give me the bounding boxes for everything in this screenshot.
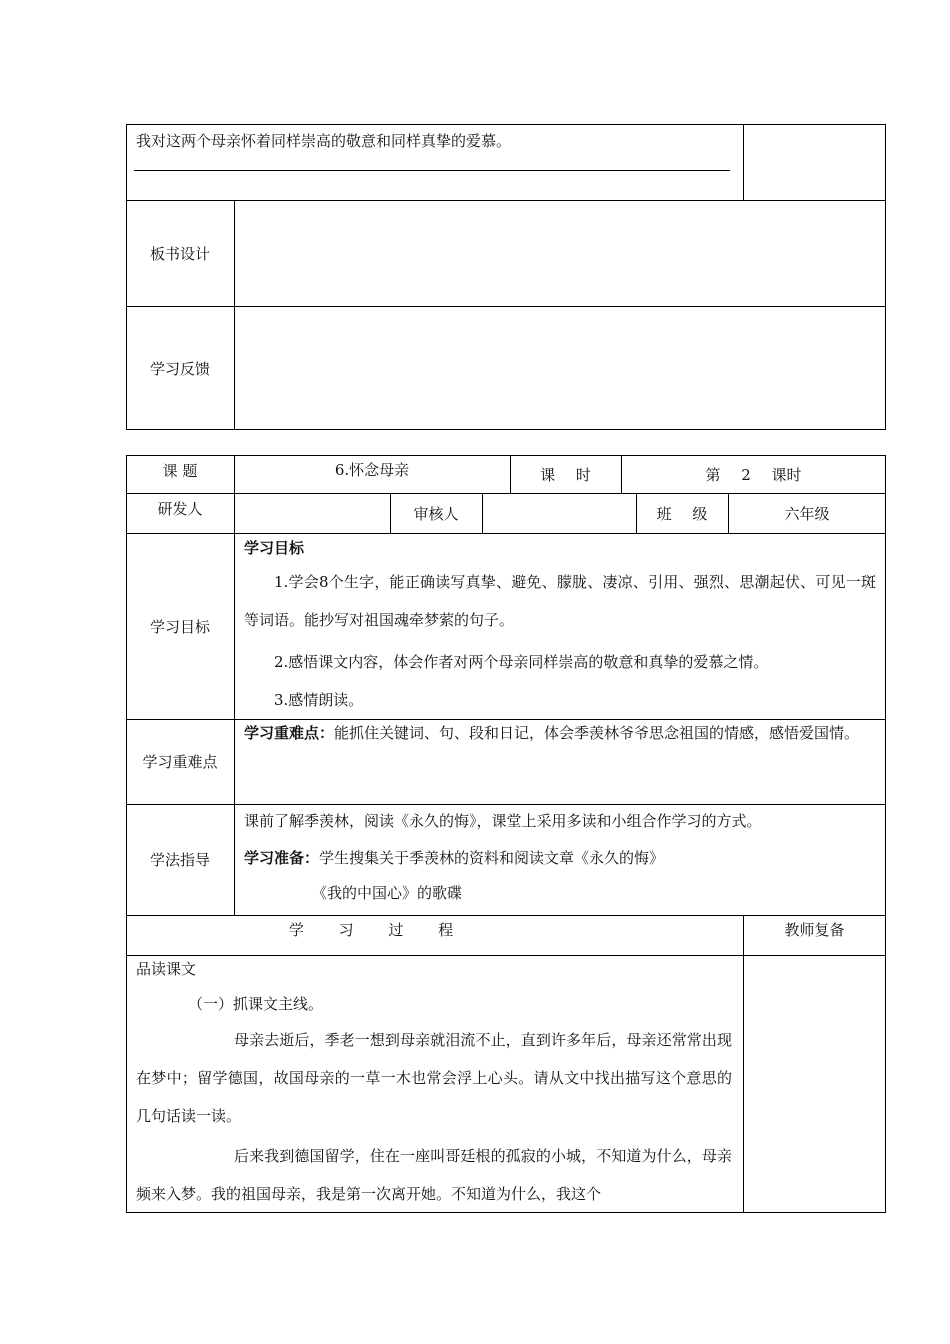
period-label: 课 时 [540,465,591,484]
method-label: 学法指导 [149,851,210,869]
process-title: 品读课文 [136,960,197,978]
step-1: （一）抓课文主线。 [188,995,324,1013]
goal-3: 3.感情朗读。 [274,691,364,709]
goals-heading: 学习目标 [244,539,305,557]
divider [743,915,744,1213]
goal-2: 2.感悟课文内容，体会作者对两个母亲同样崇高的敬意和真挚的爱慕之情。 [274,653,769,671]
process-label: 学 习 过 程 [288,920,454,939]
difficulty-heading: 学习重难点： [244,724,335,742]
goal-1: 1.学会8个生字，能正确读写真挚、避免、朦胧、凄凉、引用、强烈、思潮起伏、可见一斑等词语。能抄写对祖国魂牵梦萦的句子。 [244,573,876,629]
difficulty-label: 学习重难点 [142,753,218,771]
divider [126,200,886,201]
answer-underline [134,170,730,171]
method-text: 课前了解季羡林，阅读《永久的悔》，课堂上采用多读和小组合作学习的方式。 [244,812,762,830]
divider [126,533,886,534]
divider [126,306,886,307]
topic-label: 课 题 [162,461,198,480]
para-1: 母亲去逝后，季老一想到母亲就泪流不止，直到许多年后，母亲还常常出现在梦中；留学德国，故国母亲的一草一木也常会浮上心头。请从文中找出描写这个意思的几句话读一读。 [136,1031,732,1125]
board-design-label: 板书设计 [149,244,210,263]
feedback-label: 学习反馈 [149,359,210,378]
divider [126,955,886,956]
difficulty-block [244,714,876,752]
divider [743,124,744,200]
developer-label: 研发人 [157,499,203,518]
prep-heading: 学习准备： [244,849,320,867]
para-2: 后来我到德国留学，住在一座叫哥廷根的孤寂的小城，不知道为什么，母亲频来入梦。我的祖国母亲，我是第一次离开她。不知道为什么，我这个 [136,1147,732,1203]
goals-label: 学习目标 [149,617,210,636]
continuation-text: 我对这两个母亲怀着同样崇高的敬意和同样真挚的爱慕。 [136,132,512,150]
topic-value: 6.怀念母亲 [334,460,410,479]
divider [126,804,886,805]
prep-block [244,847,664,868]
difficulty-text: 能抓住关键词、句、段和日记，体会季羡林爷爷思念祖国的情感，感悟爱国情。 [334,724,860,742]
divider [482,493,483,533]
period-value: 第 2 课时 [705,465,802,484]
class-value: 六年级 [784,504,830,523]
divider [234,455,235,915]
reviewer-label: 审核人 [413,504,459,523]
teacher-prep-label: 教师复备 [784,920,845,939]
class-label: 班 级 [656,504,708,523]
prep-text: 学生搜集关于季羡林的资料和阅读文章《永久的悔》 [319,849,665,867]
divider [234,200,235,430]
prep-text-2: 《我的中国心》的歌碟 [312,884,463,902]
